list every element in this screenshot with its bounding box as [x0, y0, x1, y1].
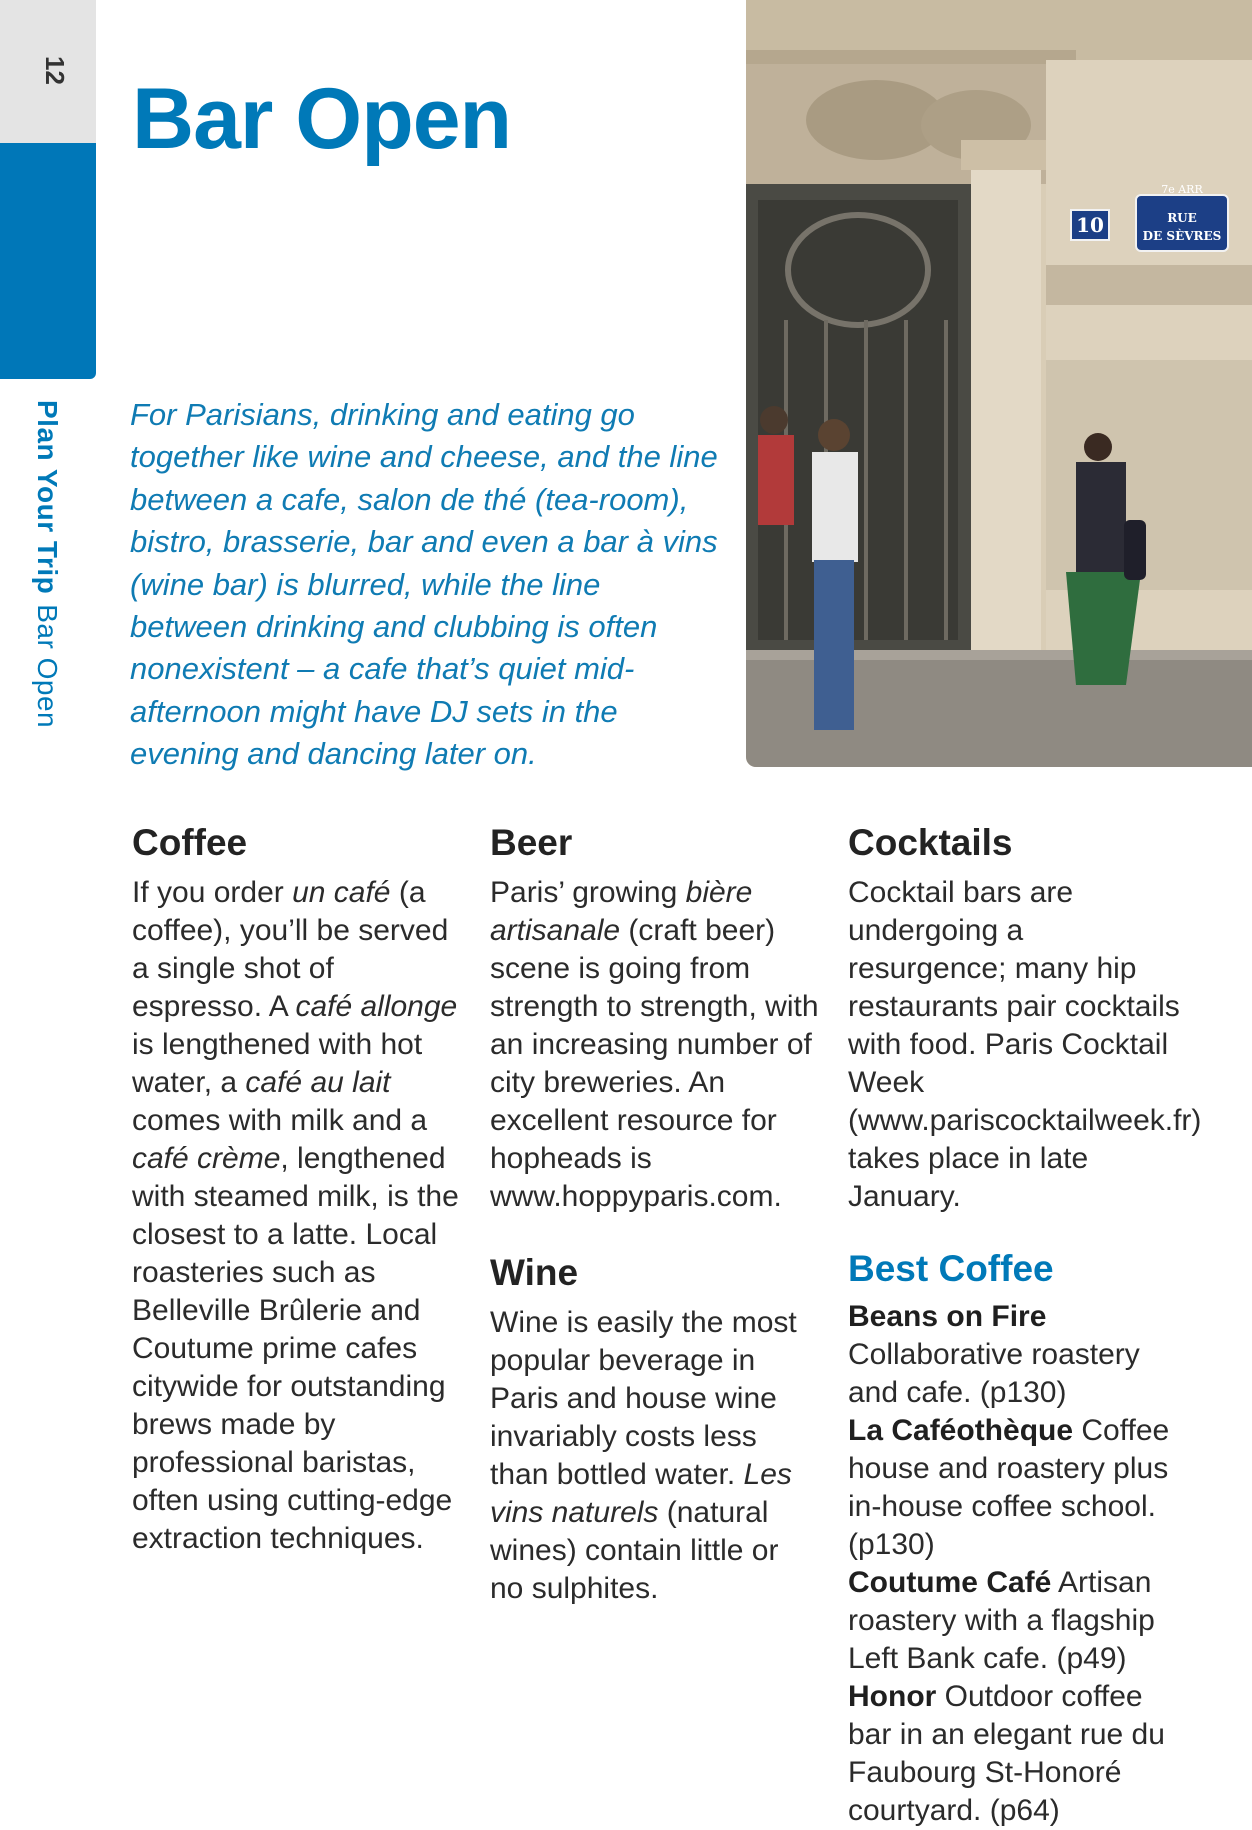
street-number: 10 — [1076, 213, 1104, 237]
coffee-column — [132, 822, 462, 1558]
best-coffee-heading: Best Coffee — [848, 1248, 1054, 1289]
best-coffee-item: La Caféothèque Coffee house and roastery plus in-house coffee school. (p130) — [848, 1414, 1170, 1561]
section-label-topic: Bar Open — [32, 604, 63, 729]
beer-heading: Beer — [490, 822, 573, 863]
cocktails-column — [848, 822, 1202, 1830]
page-number-tab — [0, 0, 96, 143]
page-title: Bar Open — [132, 71, 512, 167]
sign-arrondissement: 7e ARR — [1161, 183, 1203, 196]
coffee-paragraph: If you order un café (a coffee), you’ll be served a single shot of espresso. A café allonge is lengthened with hot water, a café au lait comes with milk and a café crème, lengthened with steamed milk, is the closest to a latte. Local roasteries such as Belleville Brûlerie and Coutume prime cafes citywide for outstanding brews made by professional baristas, often using cutting-edge extraction techniques. — [132, 876, 459, 1555]
beer-wine-column — [490, 822, 820, 1608]
cocktails-paragraph: Cocktail bars are undergoing a resurgence; many hip restaurants pair cocktails with food. Paris Cocktail Week (www.pariscocktailweek.fr) takes place in late January. — [848, 876, 1202, 1213]
street-photo — [746, 0, 1252, 767]
coffee-heading: Coffee — [132, 822, 248, 863]
section-label — [31, 400, 63, 728]
cocktails-heading: Cocktails — [848, 822, 1013, 863]
chapter-tab — [0, 143, 96, 379]
section-label-chapter: Plan Your Trip — [32, 400, 63, 595]
sign-line-1: RUE — [1167, 211, 1197, 225]
best-coffee-item: Beans on Fire Collaborative roastery and cafe. (p130) — [848, 1300, 1140, 1409]
intro-paragraph: For Parisians, drinking and eating go together like wine and cheese, and the line between a cafe, salon de thé (tea-room), bistro, brasserie, bar and even a bar à vins (wine bar) is blurred, while the line between drinking and clubbing is often nonexistent – a cafe that’s quiet mid-afternoon might have DJ sets in the evening and dancing later on. — [130, 397, 718, 772]
best-coffee-item: Honor Outdoor coffee bar in an elegant rue du Faubourg St-Honoré courtyard. (p64) — [848, 1680, 1165, 1827]
beer-paragraph: Paris’ growing bière artisanale (craft beer) scene is going from strength to strength, with an increasing number of city breweries. An excellent resource for hopheads is www.hoppyparis.com. — [490, 876, 819, 1213]
wine-heading: Wine — [490, 1252, 579, 1293]
best-coffee-item: Coutume Café Artisan roastery with a flagship Left Bank cafe. (p49) — [848, 1566, 1155, 1675]
wine-paragraph: Wine is easily the most popular beverage in Paris and house wine invariably costs less than bottled water. Les vins naturels (natural wines) contain little or no sulphites. — [490, 1306, 797, 1605]
page-number: 12 — [40, 56, 70, 85]
sign-line-2: DE SÈVRES — [1142, 229, 1222, 243]
